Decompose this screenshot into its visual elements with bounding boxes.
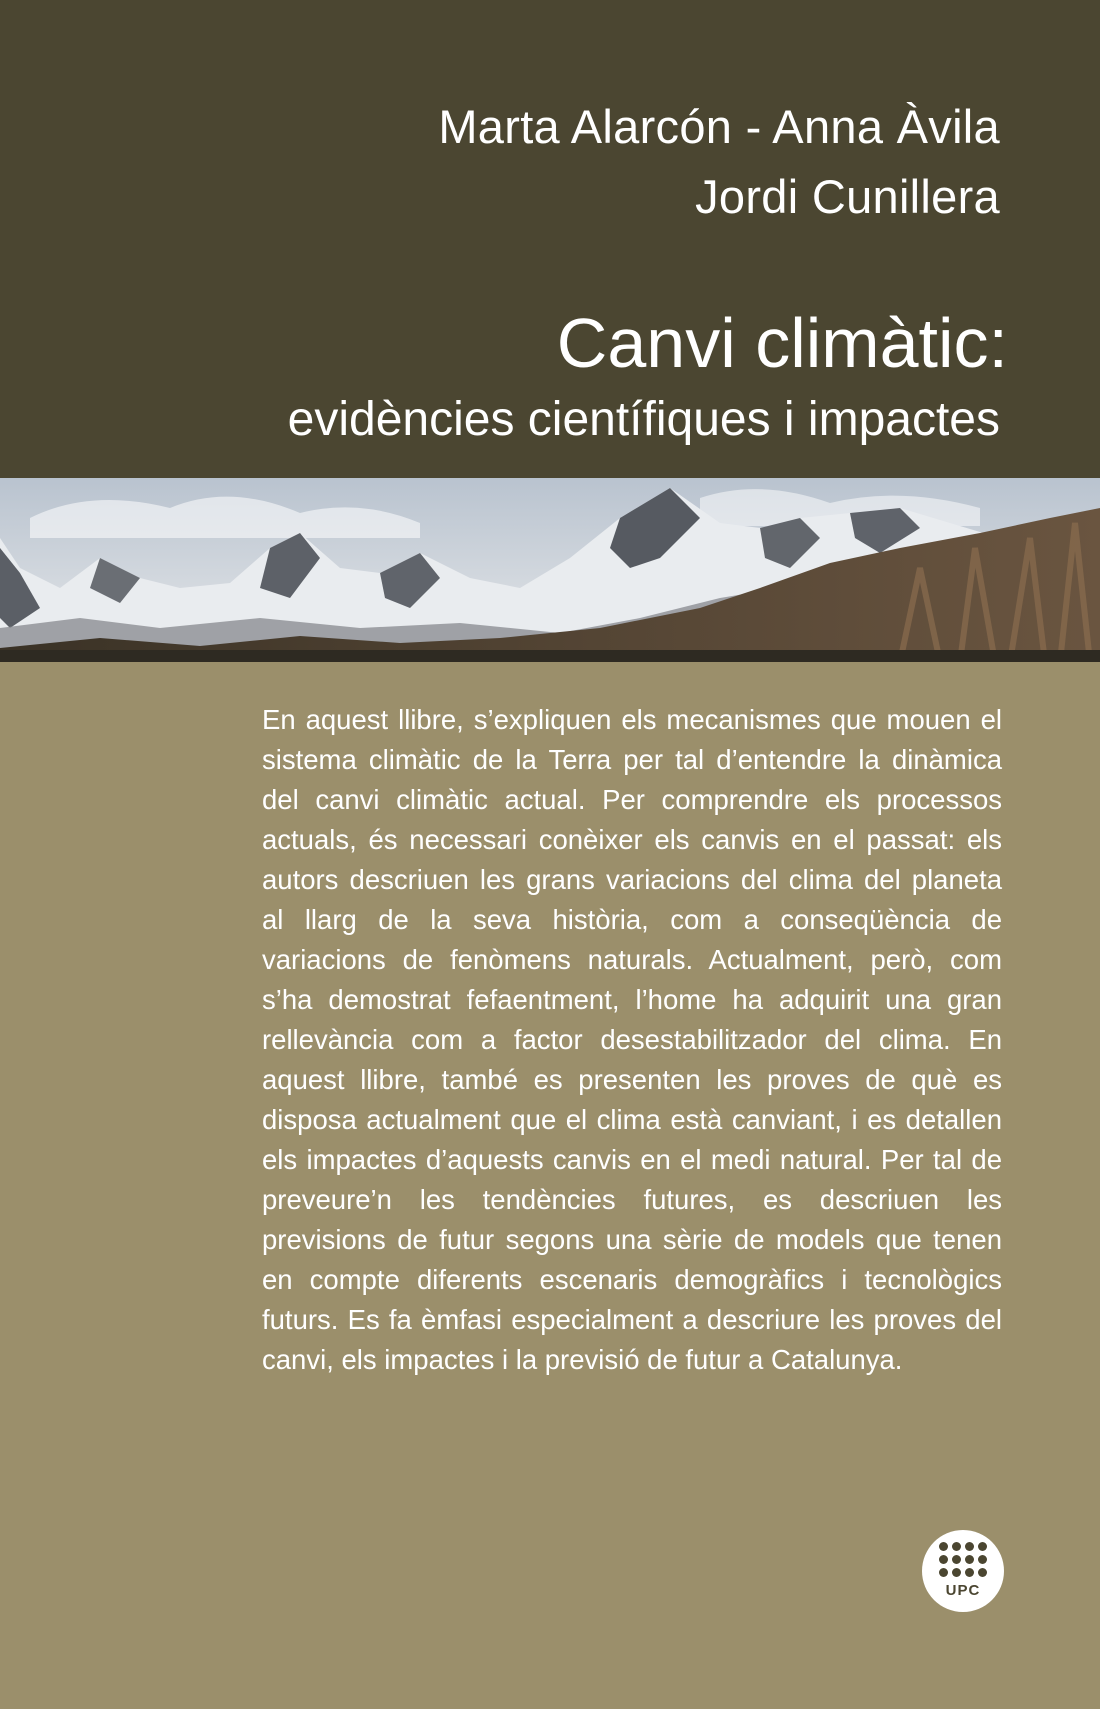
book-subtitle: evidències científiques i impactes: [287, 393, 1000, 446]
ground-shadow: [0, 650, 1100, 662]
book-title: Canvi climàtic:: [556, 304, 1008, 382]
logo-text: UPC: [945, 1582, 981, 1599]
authors-line-2: Jordi Cunillera: [695, 170, 1000, 223]
dot-grid-icon: [939, 1542, 987, 1582]
authors-line-1: Marta Alarcón - Anna Àvila: [438, 100, 1000, 153]
upc-publisher-logo: [922, 1530, 1004, 1612]
authors: [438, 92, 1000, 232]
book-description: En aquest llibre, s’expliquen els mecanismes que mouen el sistema climàtic de la Terra per tal d’entendre la dinàmica del canvi climàtic actual. Per comprendre els processos actuals, és necessari conèixer els canvis en el passat: els autors descriuen les grans variacions del clima del planeta al llarg de la seva història, com a conseqüència de variacions de fenòmens naturals. Actualment, però, com s’ha demostrat fefaentment, l’home ha adquirit una gran rellevància com a factor desestabilitzador del clima. En aquest llibre, també es presenten les proves de què es disposa actualment que el clima està canviant, i es detallen els impactes d’aquests canvis en el medi natural. Per tal de preveure’n les tendències futures, es descriuen les previsions de futur segons una sèrie de models que tenen en compte diferents escenaris demogràfics i tecnològics futurs. Es fa èmfasi especialment a descriure les proves del canvi, els impactes i la previsió de futur a Catalunya.: [262, 704, 1002, 1375]
header-band: [0, 0, 1100, 478]
mountain-panorama-image: [0, 478, 1100, 662]
